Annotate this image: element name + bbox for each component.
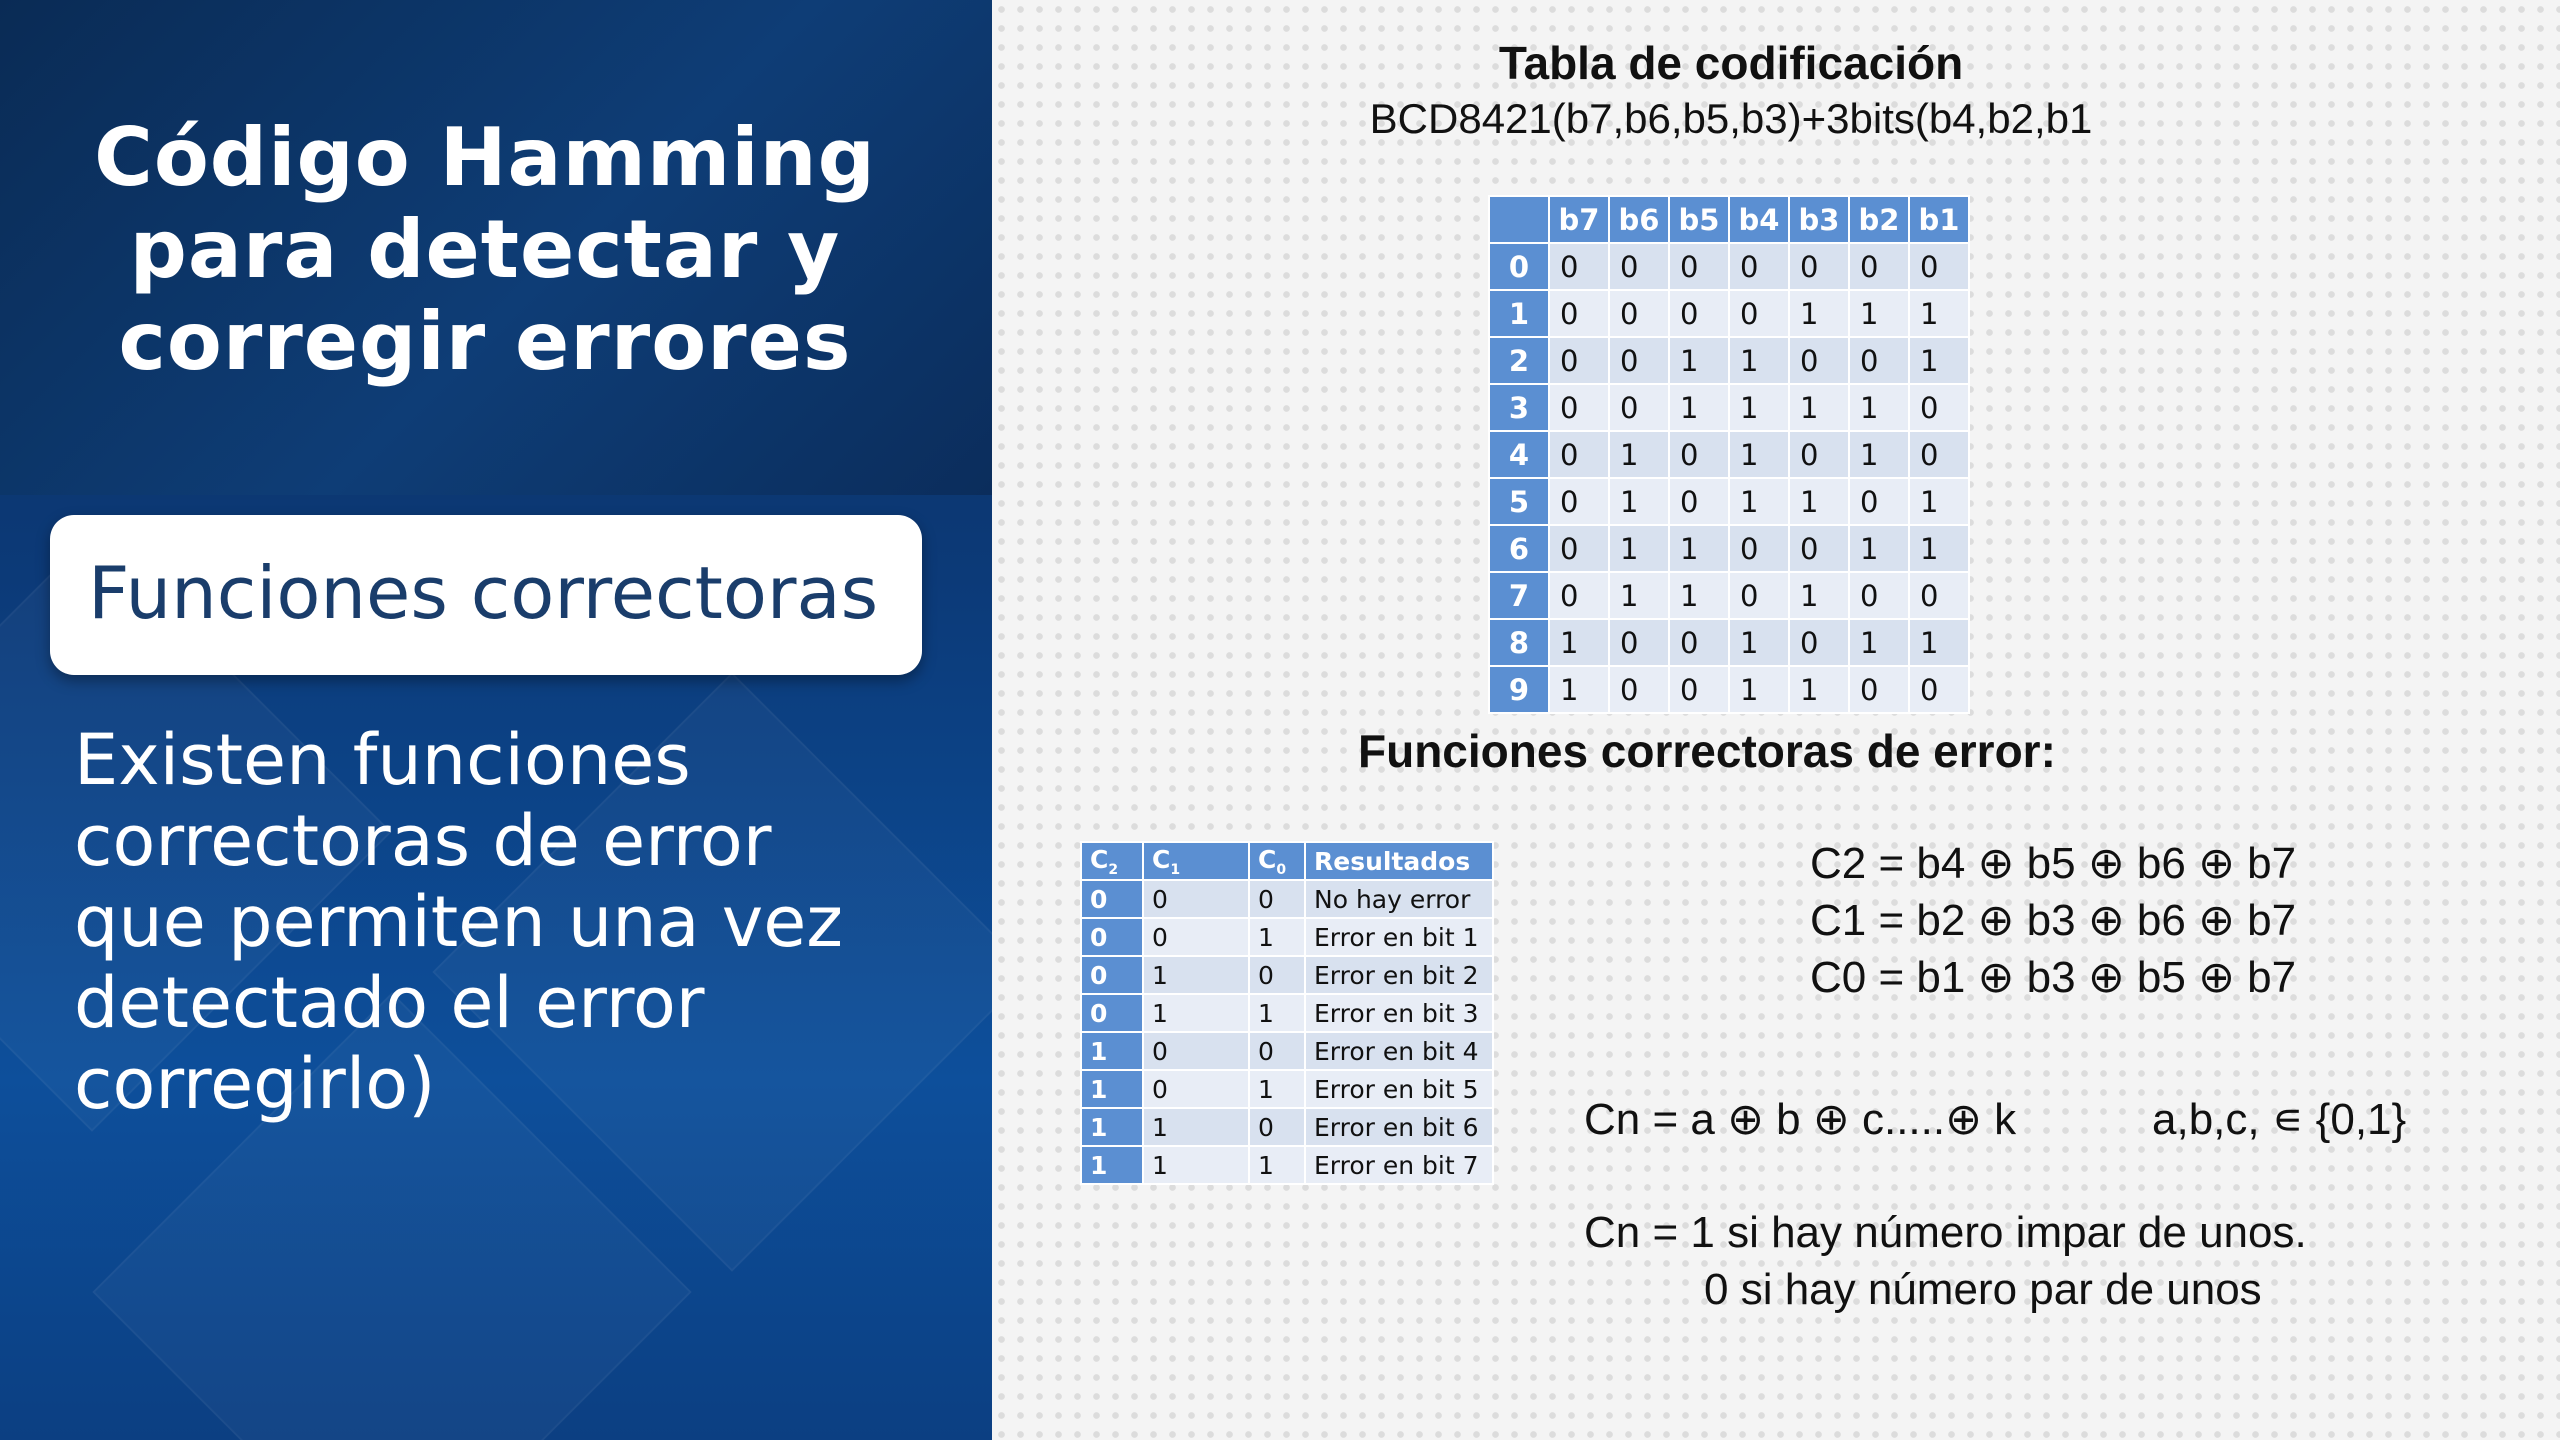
slide-subtitle: Funciones correctoras: [88, 551, 879, 635]
bit-cell: 1: [1849, 290, 1909, 337]
c1-cell: 1: [1143, 994, 1249, 1032]
bit-cell: 0: [1609, 666, 1669, 713]
right-content-area: [992, 0, 2560, 1440]
coding-table-row: [1489, 243, 1969, 290]
column-header-c1: $C_1$: [1143, 842, 1249, 880]
bit-cell: 1: [1909, 525, 1969, 572]
coding-table-title: Tabla de codificación: [1498, 37, 1964, 89]
column-header: b1: [1909, 196, 1969, 243]
description-line: que permiten una vez: [74, 881, 844, 963]
bit-cell: 1: [1729, 431, 1789, 478]
left-panel: [0, 0, 992, 1440]
result-cell: Error en bit 4: [1305, 1032, 1493, 1070]
digit-cell: 0: [1489, 243, 1549, 290]
coding-table-row: [1489, 337, 1969, 384]
coding-table: [1488, 195, 1970, 714]
bit-cell: 1: [1549, 666, 1609, 713]
c0-cell: 0: [1249, 880, 1305, 918]
bit-cell: 0: [1669, 666, 1729, 713]
description-line: detectado el error: [74, 962, 705, 1044]
coding-table-row: [1489, 619, 1969, 666]
digit-cell: 2: [1489, 337, 1549, 384]
c0-cell: 1: [1249, 1146, 1305, 1184]
c0-cell: 0: [1249, 956, 1305, 994]
result-cell: No hay error: [1305, 880, 1493, 918]
coding-table-row: [1489, 290, 1969, 337]
result-cell: Error en bit 2: [1305, 956, 1493, 994]
corrector-heading: Funciones correctoras de error:: [1358, 725, 2056, 777]
bit-cell: 0: [1549, 384, 1609, 431]
bit-cell: 1: [1729, 384, 1789, 431]
bit-cell: 0: [1669, 431, 1729, 478]
title-line: Código Hamming: [94, 111, 876, 204]
c1-cell: 0: [1143, 1070, 1249, 1108]
parity-rule-line-2: 0 si hay número par de unos: [1704, 1265, 2262, 1314]
bit-cell: 0: [1789, 525, 1849, 572]
bit-cell: 0: [1549, 337, 1609, 384]
bit-cell: 1: [1669, 384, 1729, 431]
corrector-table-row: [1081, 880, 1493, 918]
bit-cell: 0: [1849, 243, 1909, 290]
corrector-table-body: [1081, 880, 1493, 1184]
slide-description: [74, 720, 974, 1125]
digit-cell: 5: [1489, 478, 1549, 525]
bit-cell: 0: [1909, 243, 1969, 290]
bit-cell: 1: [1849, 525, 1909, 572]
bit-cell: 0: [1549, 572, 1609, 619]
c0-cell: 0: [1249, 1108, 1305, 1146]
bit-cell: 1: [1909, 290, 1969, 337]
corrector-table-row: [1081, 1032, 1493, 1070]
coding-table-row: [1489, 666, 1969, 713]
bit-cell: 0: [1609, 337, 1669, 384]
bit-cell: 0: [1549, 243, 1609, 290]
coding-table-row: [1489, 572, 1969, 619]
corner-header: [1489, 196, 1549, 243]
coding-table-row: [1489, 478, 1969, 525]
bit-cell: 1: [1609, 525, 1669, 572]
formula-c2: C2 = b4 ⊕ b5 ⊕ b6 ⊕ b7: [1810, 839, 2297, 888]
c1-cell: 0: [1143, 918, 1249, 956]
coding-table-body: [1489, 243, 1969, 713]
digit-cell: 6: [1489, 525, 1549, 572]
coding-table-subtitle: BCD8421(b7,b6,b5,b3)+3bits(b4,b2,b1: [1369, 95, 2093, 142]
bit-cell: 0: [1669, 478, 1729, 525]
c1-cell: 0: [1143, 880, 1249, 918]
bit-cell: 0: [1669, 243, 1729, 290]
c0-cell: 1: [1249, 994, 1305, 1032]
column-header: b2: [1849, 196, 1909, 243]
bit-cell: 0: [1729, 290, 1789, 337]
bit-cell: 1: [1549, 619, 1609, 666]
bit-cell: 1: [1609, 572, 1669, 619]
c1-cell: 1: [1143, 956, 1249, 994]
c2-cell: 0: [1081, 880, 1143, 918]
corrector-table-row: [1081, 918, 1493, 956]
bit-cell: 0: [1909, 384, 1969, 431]
bit-cell: 1: [1729, 337, 1789, 384]
title-line: corregir errores: [118, 295, 852, 388]
column-header: b4: [1729, 196, 1789, 243]
bit-cell: 0: [1729, 525, 1789, 572]
parity-rule-line-1: Cn = 1 si hay número impar de unos.: [1584, 1208, 2307, 1257]
bit-cell: 0: [1729, 572, 1789, 619]
bit-cell: 0: [1909, 572, 1969, 619]
coding-table-row: [1489, 384, 1969, 431]
digit-cell: 8: [1489, 619, 1549, 666]
digit-cell: 4: [1489, 431, 1549, 478]
bit-cell: 1: [1609, 431, 1669, 478]
general-formula: Cn = a ⊕ b ⊕ c.....⊕ k: [1584, 1095, 2017, 1144]
bit-cell: 0: [1669, 290, 1729, 337]
bit-cell: 0: [1849, 666, 1909, 713]
bit-cell: 1: [1609, 478, 1669, 525]
bit-cell: 1: [1669, 525, 1729, 572]
digit-cell: 9: [1489, 666, 1549, 713]
description-line: Existen funciones: [74, 719, 691, 801]
column-header: b3: [1789, 196, 1849, 243]
c1-cell: 0: [1143, 1032, 1249, 1070]
bit-cell: 1: [1789, 290, 1849, 337]
bit-cell: 1: [1789, 666, 1849, 713]
digit-cell: 7: [1489, 572, 1549, 619]
bit-cell: 1: [1789, 572, 1849, 619]
bit-cell: 1: [1729, 619, 1789, 666]
column-header: b5: [1669, 196, 1729, 243]
subtitle-box: [50, 515, 922, 675]
coding-table-header-row: [1489, 196, 1969, 243]
c1-cell: 1: [1143, 1108, 1249, 1146]
digit-cell: 3: [1489, 384, 1549, 431]
bit-cell: 0: [1849, 337, 1909, 384]
bit-cell: 1: [1789, 478, 1849, 525]
bit-cell: 1: [1669, 572, 1729, 619]
slide-title: [40, 112, 930, 388]
bit-cell: 0: [1549, 431, 1609, 478]
bit-cell: 1: [1729, 478, 1789, 525]
result-cell: Error en bit 5: [1305, 1070, 1493, 1108]
coding-table-row: [1489, 431, 1969, 478]
c0-cell: 0: [1249, 1032, 1305, 1070]
bit-cell: 1: [1909, 478, 1969, 525]
c1-cell: 1: [1143, 1146, 1249, 1184]
c2-cell: 0: [1081, 956, 1143, 994]
c2-cell: 1: [1081, 1070, 1143, 1108]
corrector-table-row: [1081, 994, 1493, 1032]
column-header: b7: [1549, 196, 1609, 243]
column-header-result: Resultados: [1305, 842, 1493, 880]
c2-cell: 0: [1081, 994, 1143, 1032]
bit-cell: 0: [1789, 243, 1849, 290]
column-header-c0: $C_0$: [1249, 842, 1305, 880]
corrector-table-row: [1081, 1108, 1493, 1146]
title-band: [0, 0, 992, 495]
formula-c0: C0 = b1 ⊕ b3 ⊕ b5 ⊕ b7: [1810, 953, 2297, 1002]
bit-cell: 0: [1549, 478, 1609, 525]
result-cell: Error en bit 6: [1305, 1108, 1493, 1146]
bit-cell: 0: [1609, 619, 1669, 666]
bit-cell: 1: [1849, 384, 1909, 431]
bit-cell: 0: [1789, 337, 1849, 384]
bit-cell: 0: [1789, 431, 1849, 478]
c2-cell: 1: [1081, 1108, 1143, 1146]
formula-c1: C1 = b2 ⊕ b3 ⊕ b6 ⊕ b7: [1810, 896, 2297, 945]
bit-cell: 0: [1909, 431, 1969, 478]
c2-cell: 1: [1081, 1146, 1143, 1184]
bit-cell: 0: [1609, 243, 1669, 290]
title-line: para detectar y: [129, 203, 841, 296]
description-line: correctoras de error: [74, 800, 772, 882]
bit-cell: 0: [1849, 478, 1909, 525]
bit-cell: 1: [1909, 619, 1969, 666]
bit-cell: 0: [1549, 290, 1609, 337]
corrector-table-row: [1081, 1146, 1493, 1184]
description-line: corregirlo): [74, 1043, 436, 1125]
bit-cell: 1: [1849, 431, 1909, 478]
bit-cell: 0: [1609, 384, 1669, 431]
c2-cell: 0: [1081, 918, 1143, 956]
c0-cell: 1: [1249, 918, 1305, 956]
digit-cell: 1: [1489, 290, 1549, 337]
bit-cell: 1: [1669, 337, 1729, 384]
corrector-table: [1080, 841, 1494, 1185]
result-cell: Error en bit 3: [1305, 994, 1493, 1032]
bit-cell: 1: [1909, 337, 1969, 384]
corrector-table-row: [1081, 1070, 1493, 1108]
bit-cell: 0: [1909, 666, 1969, 713]
column-header: b6: [1609, 196, 1669, 243]
bit-cell: 0: [1849, 572, 1909, 619]
bit-cell: 0: [1669, 619, 1729, 666]
result-cell: Error en bit 7: [1305, 1146, 1493, 1184]
result-cell: Error en bit 1: [1305, 918, 1493, 956]
bit-cell: 0: [1549, 525, 1609, 572]
corrector-table-row: [1081, 956, 1493, 994]
bit-domain: a,b,c, ∊ {0,1}: [2152, 1095, 2407, 1144]
bit-cell: 0: [1789, 619, 1849, 666]
coding-table-row: [1489, 525, 1969, 572]
bit-cell: 0: [1609, 290, 1669, 337]
c0-cell: 1: [1249, 1070, 1305, 1108]
bit-cell: 1: [1849, 619, 1909, 666]
bit-cell: 1: [1789, 384, 1849, 431]
c2-cell: 1: [1081, 1032, 1143, 1070]
bit-cell: 0: [1729, 243, 1789, 290]
corrector-table-header-row: [1081, 842, 1493, 880]
column-header-c2: $C_2$: [1081, 842, 1143, 880]
bit-cell: 1: [1729, 666, 1789, 713]
